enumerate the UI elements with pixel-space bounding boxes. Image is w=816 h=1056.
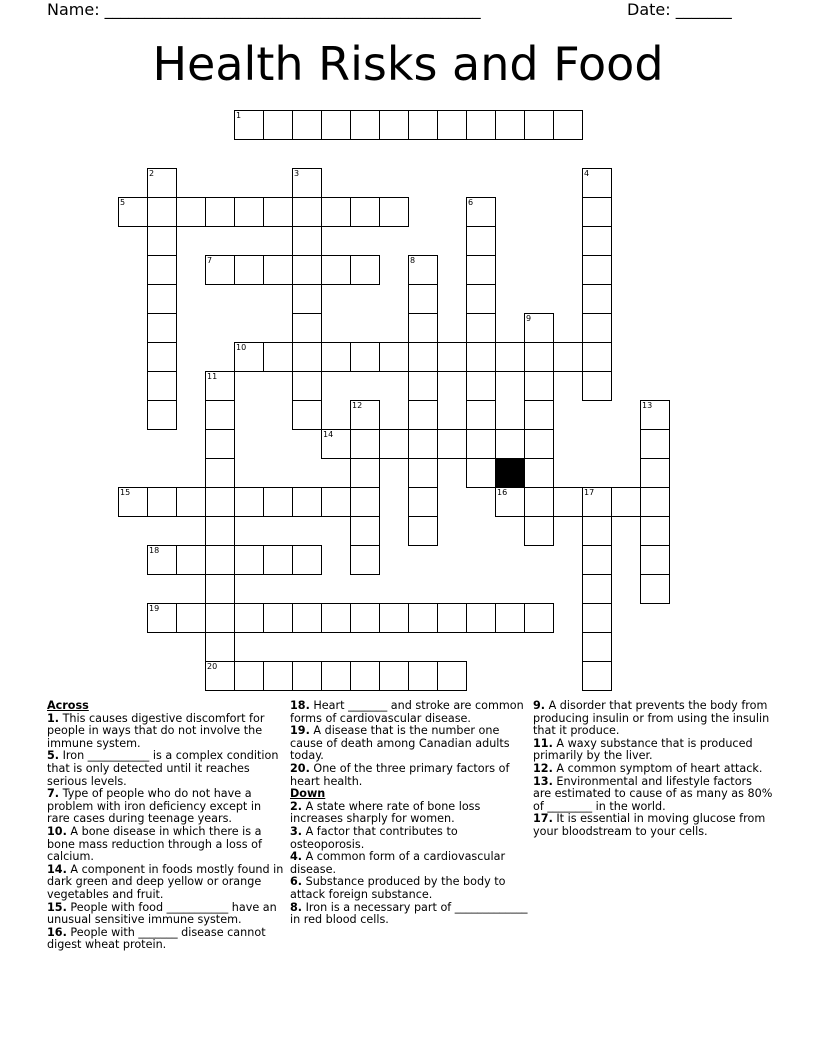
grid-cell[interactable] bbox=[292, 313, 322, 343]
grid-cell[interactable] bbox=[408, 284, 438, 314]
cell-number: 13 bbox=[642, 401, 653, 410]
grid-cell[interactable] bbox=[176, 545, 206, 575]
grid-cell[interactable] bbox=[524, 371, 554, 401]
grid-cell[interactable] bbox=[321, 342, 351, 372]
grid-cell[interactable] bbox=[582, 284, 612, 314]
down-clue-6 bbox=[290, 876, 528, 901]
cell-number: 4 bbox=[584, 169, 590, 178]
grid-cell[interactable] bbox=[321, 429, 351, 459]
grid-cell[interactable] bbox=[582, 516, 612, 546]
grid-cell[interactable] bbox=[205, 371, 235, 401]
cell-number: 11 bbox=[207, 372, 218, 381]
grid-cell[interactable] bbox=[234, 110, 264, 140]
grid-cell[interactable] bbox=[147, 371, 177, 401]
grid-cell[interactable] bbox=[640, 487, 670, 517]
grid-cell[interactable] bbox=[437, 342, 467, 372]
grid-cell[interactable] bbox=[263, 342, 293, 372]
grid-cell[interactable] bbox=[292, 400, 322, 430]
grid-cell[interactable] bbox=[147, 226, 177, 256]
grid-cell[interactable] bbox=[466, 255, 496, 285]
clue-text: Substance produced by the body to attack foreign substance. bbox=[290, 875, 506, 901]
grid-cell[interactable] bbox=[205, 255, 235, 285]
clue-text: People with _______ disease cannot digest wheat protein. bbox=[47, 925, 266, 952]
grid-cell[interactable] bbox=[205, 632, 235, 662]
grid-cell[interactable] bbox=[321, 110, 351, 140]
clue-number: 14. bbox=[47, 862, 67, 876]
clue-text: Iron ___________ is a complex condition that is only detected until it reaches serious levels. bbox=[47, 749, 279, 788]
grid-cell[interactable] bbox=[524, 313, 554, 343]
grid-cell[interactable] bbox=[118, 487, 148, 517]
cell-number: 5 bbox=[120, 198, 126, 207]
across-clue-15 bbox=[47, 902, 285, 927]
down-clue-17 bbox=[533, 813, 773, 838]
grid-cell[interactable] bbox=[466, 313, 496, 343]
cell-number: 8 bbox=[410, 256, 416, 265]
grid-cell[interactable] bbox=[292, 603, 322, 633]
grid-cell[interactable] bbox=[408, 110, 438, 140]
grid-cell[interactable] bbox=[205, 197, 235, 227]
grid-cell[interactable] bbox=[582, 197, 612, 227]
grid-cell[interactable] bbox=[408, 429, 438, 459]
clue-text: A waxy substance that is produced primarily by the liver. bbox=[533, 736, 753, 763]
grid-cell[interactable] bbox=[582, 661, 612, 691]
down-clue-11 bbox=[533, 738, 773, 763]
clue-number: 5. bbox=[47, 749, 60, 763]
grid-cell[interactable] bbox=[640, 516, 670, 546]
clue-number: 10. bbox=[47, 824, 67, 838]
grid-cell[interactable] bbox=[147, 342, 177, 372]
clue-text: People with food ___________ have an unusual sensitive immune system. bbox=[47, 900, 277, 927]
cell-number: 6 bbox=[468, 198, 474, 207]
across-clue-5 bbox=[47, 750, 285, 788]
grid-cell[interactable] bbox=[495, 110, 525, 140]
grid-cell[interactable] bbox=[408, 400, 438, 430]
grid-cell[interactable] bbox=[263, 487, 293, 517]
grid-cell[interactable] bbox=[495, 342, 525, 372]
grid-cell[interactable] bbox=[466, 110, 496, 140]
grid-cell[interactable] bbox=[466, 400, 496, 430]
grid-cell[interactable] bbox=[466, 429, 496, 459]
clue-number: 20. bbox=[290, 761, 310, 775]
grid-cell[interactable] bbox=[292, 342, 322, 372]
clue-text: It is essential in moving glucose from your bloodstream to your cells. bbox=[533, 812, 766, 838]
grid-cell[interactable] bbox=[524, 487, 554, 517]
cell-number: 18 bbox=[149, 546, 160, 555]
grid-cell[interactable] bbox=[234, 487, 264, 517]
clue-text: A bone disease in which there is a bone mass reduction through a loss of calcium. bbox=[47, 824, 262, 864]
grid-cell[interactable] bbox=[350, 110, 380, 140]
clue-text: A factor that contributes to osteoporosis. bbox=[290, 824, 458, 851]
down-clue-8 bbox=[290, 902, 528, 927]
clue-text: A component in foods mostly found in dark green and deep yellow or orange vegetables and fruit. bbox=[47, 862, 284, 901]
grid-cell[interactable] bbox=[408, 603, 438, 633]
grid-cell[interactable] bbox=[205, 429, 235, 459]
clue-number: 15. bbox=[47, 900, 67, 914]
grid-cell[interactable] bbox=[582, 342, 612, 372]
across-clue-16 bbox=[47, 927, 285, 952]
clue-number: 11. bbox=[533, 736, 553, 750]
name-field[interactable]: Name: _______________________________________________ bbox=[47, 0, 481, 19]
grid-cell[interactable] bbox=[640, 574, 670, 604]
grid-cell[interactable] bbox=[582, 545, 612, 575]
grid-cell[interactable] bbox=[524, 516, 554, 546]
grid-cell[interactable] bbox=[321, 197, 351, 227]
clues-column-2 bbox=[290, 700, 528, 927]
clue-text: Heart _______ and stroke are common forms of cardiovascular disease. bbox=[290, 699, 524, 725]
grid-cell[interactable] bbox=[379, 197, 409, 227]
grid-cell[interactable] bbox=[640, 400, 670, 430]
grid-cell[interactable] bbox=[437, 110, 467, 140]
clue-number: 13. bbox=[533, 774, 553, 788]
grid-cell[interactable] bbox=[350, 545, 380, 575]
grid-cell[interactable] bbox=[553, 110, 583, 140]
cell-number: 3 bbox=[294, 169, 300, 178]
grid-cell[interactable] bbox=[147, 545, 177, 575]
grid-cell[interactable] bbox=[379, 342, 409, 372]
cell-number: 1 bbox=[236, 111, 242, 120]
grid-cell[interactable] bbox=[350, 255, 380, 285]
grid-cell[interactable] bbox=[147, 197, 177, 227]
grid-cell[interactable] bbox=[263, 197, 293, 227]
grid-cell[interactable] bbox=[408, 487, 438, 517]
grid-cell[interactable] bbox=[205, 516, 235, 546]
grid-cell[interactable] bbox=[263, 603, 293, 633]
down-heading: Down bbox=[290, 787, 326, 801]
grid-cell[interactable] bbox=[466, 371, 496, 401]
grid-cell[interactable] bbox=[582, 371, 612, 401]
cell-number: 14 bbox=[323, 430, 334, 439]
cell-number: 7 bbox=[207, 256, 213, 265]
grid-cell[interactable] bbox=[408, 516, 438, 546]
clue-number: 12. bbox=[533, 761, 553, 775]
clue-number: 6. bbox=[290, 875, 303, 889]
cell-number: 19 bbox=[149, 604, 160, 613]
clue-number: 17. bbox=[533, 812, 553, 826]
grid-cell[interactable] bbox=[147, 603, 177, 633]
cell-number: 20 bbox=[207, 662, 218, 671]
grid-cell[interactable] bbox=[582, 574, 612, 604]
clues-column-1 bbox=[47, 700, 285, 952]
cell-number: 16 bbox=[497, 488, 508, 497]
clue-text: A common form of a cardiovascular disease. bbox=[290, 850, 506, 876]
cell-number: 12 bbox=[352, 401, 363, 410]
grid-cell[interactable] bbox=[205, 487, 235, 517]
grid-cell[interactable] bbox=[234, 255, 264, 285]
grid-cell[interactable] bbox=[292, 226, 322, 256]
grid-cell[interactable] bbox=[408, 458, 438, 488]
grid-cell[interactable] bbox=[147, 313, 177, 343]
across-clue-14 bbox=[47, 864, 285, 902]
clue-number: 2. bbox=[290, 799, 303, 813]
across-clue-10 bbox=[47, 826, 285, 864]
clue-text: Type of people who do not have a problem with iron deficiency except in rare cases during teenage years. bbox=[47, 787, 262, 826]
grid-cell[interactable] bbox=[234, 661, 264, 691]
grid-cell[interactable] bbox=[234, 342, 264, 372]
grid-cell[interactable] bbox=[524, 429, 554, 459]
grid-cell[interactable] bbox=[582, 226, 612, 256]
grid-cell[interactable] bbox=[263, 661, 293, 691]
across-clue-19 bbox=[290, 725, 528, 763]
across-clue-7 bbox=[47, 788, 285, 826]
grid-cell[interactable] bbox=[466, 226, 496, 256]
grid-cell[interactable] bbox=[205, 661, 235, 691]
grid-cell[interactable] bbox=[292, 110, 322, 140]
grid-cell[interactable] bbox=[524, 400, 554, 430]
grid-cell[interactable] bbox=[640, 429, 670, 459]
grid-cell[interactable] bbox=[495, 429, 525, 459]
grid-cell[interactable] bbox=[234, 603, 264, 633]
grid-cell[interactable] bbox=[379, 661, 409, 691]
down-clue-2 bbox=[290, 801, 528, 826]
down-clue-4 bbox=[290, 851, 528, 876]
grid-cell[interactable] bbox=[553, 487, 583, 517]
grid-cell[interactable] bbox=[437, 661, 467, 691]
grid-cell[interactable] bbox=[350, 458, 380, 488]
grid-cell[interactable] bbox=[379, 603, 409, 633]
grid-cell[interactable] bbox=[205, 603, 235, 633]
grid-cell[interactable] bbox=[205, 574, 235, 604]
date-field[interactable]: Date: _______ bbox=[627, 0, 732, 19]
grid-cell[interactable] bbox=[147, 255, 177, 285]
grid-cell[interactable] bbox=[466, 458, 496, 488]
grid-cell[interactable] bbox=[350, 516, 380, 546]
cell-number: 17 bbox=[584, 488, 595, 497]
grid-cell[interactable] bbox=[466, 603, 496, 633]
grid-cell[interactable] bbox=[292, 487, 322, 517]
across-heading: Across bbox=[47, 699, 89, 712]
grid-cell[interactable] bbox=[524, 458, 554, 488]
grid-cell[interactable] bbox=[466, 284, 496, 314]
across-clue-1 bbox=[47, 713, 285, 751]
grid-cell[interactable] bbox=[408, 371, 438, 401]
cell-number: 10 bbox=[236, 343, 247, 352]
grid-cell[interactable] bbox=[205, 545, 235, 575]
grid-cell[interactable] bbox=[292, 168, 322, 198]
cell-number: 15 bbox=[120, 488, 131, 497]
grid-cell[interactable] bbox=[408, 255, 438, 285]
grid-cell[interactable] bbox=[321, 487, 351, 517]
grid-cell[interactable] bbox=[582, 313, 612, 343]
grid-cell[interactable] bbox=[466, 197, 496, 227]
grid-cell[interactable] bbox=[292, 371, 322, 401]
grid-cell[interactable] bbox=[350, 342, 380, 372]
grid-cell[interactable] bbox=[611, 487, 641, 517]
grid-cell[interactable] bbox=[640, 545, 670, 575]
grid-cell[interactable] bbox=[640, 458, 670, 488]
grid-cell[interactable] bbox=[234, 545, 264, 575]
clue-text: A common symptom of heart attack. bbox=[552, 761, 763, 775]
grid-cell[interactable] bbox=[524, 603, 554, 633]
clue-text: Iron is a necessary part of _____________ in red blood cells. bbox=[290, 900, 528, 927]
cell-number: 2 bbox=[149, 169, 155, 178]
grid-cell[interactable] bbox=[292, 661, 322, 691]
grid-cell[interactable] bbox=[147, 168, 177, 198]
page-title: Health Risks and Food bbox=[152, 37, 664, 91]
grid-cell[interactable] bbox=[350, 429, 380, 459]
grid-cell[interactable] bbox=[437, 429, 467, 459]
grid-cell[interactable] bbox=[582, 603, 612, 633]
grid-cell[interactable] bbox=[292, 197, 322, 227]
grid-cell[interactable] bbox=[263, 255, 293, 285]
grid-cell[interactable] bbox=[553, 342, 583, 372]
grid-cell[interactable] bbox=[524, 342, 554, 372]
down-clue-9 bbox=[533, 700, 773, 738]
grid-cell[interactable] bbox=[321, 661, 351, 691]
clue-number: 16. bbox=[47, 925, 67, 939]
grid-cell[interactable] bbox=[147, 284, 177, 314]
grid-cell[interactable] bbox=[350, 400, 380, 430]
grid-cell[interactable] bbox=[582, 487, 612, 517]
clue-number: 8. bbox=[290, 900, 303, 914]
clue-number: 4. bbox=[290, 850, 303, 864]
grid-cell[interactable] bbox=[582, 255, 612, 285]
clue-number: 3. bbox=[290, 824, 303, 838]
grid-cell[interactable] bbox=[408, 661, 438, 691]
down-clue-13 bbox=[533, 776, 773, 814]
grid-cell[interactable] bbox=[292, 545, 322, 575]
grid-cell[interactable] bbox=[118, 197, 148, 227]
grid-cell[interactable] bbox=[263, 110, 293, 140]
cell-number: 9 bbox=[526, 314, 532, 323]
clue-number: 7. bbox=[47, 787, 60, 801]
clue-text: A state where rate of bone loss increases sharply for women. bbox=[290, 799, 481, 826]
clue-text: One of the three primary factors of heart health. bbox=[290, 761, 510, 788]
across-clue-20 bbox=[290, 763, 528, 788]
grid-cell[interactable] bbox=[582, 168, 612, 198]
grid-cell[interactable] bbox=[582, 632, 612, 662]
grid-cell[interactable] bbox=[408, 313, 438, 343]
grid-cell[interactable] bbox=[350, 661, 380, 691]
grid-cell[interactable] bbox=[350, 603, 380, 633]
grid-cell[interactable] bbox=[495, 487, 525, 517]
grid-cell[interactable] bbox=[379, 110, 409, 140]
grid-cell[interactable] bbox=[495, 603, 525, 633]
grid-cell[interactable] bbox=[176, 197, 206, 227]
grid-cell[interactable] bbox=[408, 342, 438, 372]
grid-cell[interactable] bbox=[176, 487, 206, 517]
across-clue-18 bbox=[290, 700, 528, 725]
clue-number: 9. bbox=[533, 699, 546, 712]
clues-column-3 bbox=[533, 700, 773, 839]
clue-number: 19. bbox=[290, 724, 310, 738]
clue-text: This causes digestive discomfort for people in ways that do not involve the immune system. bbox=[47, 711, 265, 750]
grid-cell[interactable] bbox=[176, 603, 206, 633]
grid-cell[interactable] bbox=[379, 429, 409, 459]
grid-cell[interactable] bbox=[466, 342, 496, 372]
grid-cell[interactable] bbox=[292, 284, 322, 314]
grid-cell[interactable] bbox=[205, 400, 235, 430]
grid-cell[interactable] bbox=[524, 110, 554, 140]
clue-text: A disorder that prevents the body from producing insulin or from using the insulin that it produce. bbox=[533, 699, 770, 738]
clue-text: Environmental and lifestyle factors are estimated to cause of as many as 80% of ________ in the world. bbox=[533, 774, 773, 813]
grid-cell[interactable] bbox=[147, 400, 177, 430]
grid-cell[interactable] bbox=[147, 487, 177, 517]
grid-cell[interactable] bbox=[350, 197, 380, 227]
clue-number: 18. bbox=[290, 699, 310, 712]
grid-block bbox=[495, 458, 525, 488]
clue-text: A disease that is the number one cause of death among Canadian adults today. bbox=[290, 724, 510, 763]
grid-cell[interactable] bbox=[263, 545, 293, 575]
clue-number: 1. bbox=[47, 711, 60, 725]
grid-cell[interactable] bbox=[234, 197, 264, 227]
grid-cell[interactable] bbox=[205, 458, 235, 488]
down-clue-3 bbox=[290, 826, 528, 851]
grid-cell[interactable] bbox=[437, 603, 467, 633]
grid-cell[interactable] bbox=[350, 487, 380, 517]
grid-cell[interactable] bbox=[321, 603, 351, 633]
grid-cell[interactable] bbox=[321, 255, 351, 285]
grid-cell[interactable] bbox=[292, 255, 322, 285]
